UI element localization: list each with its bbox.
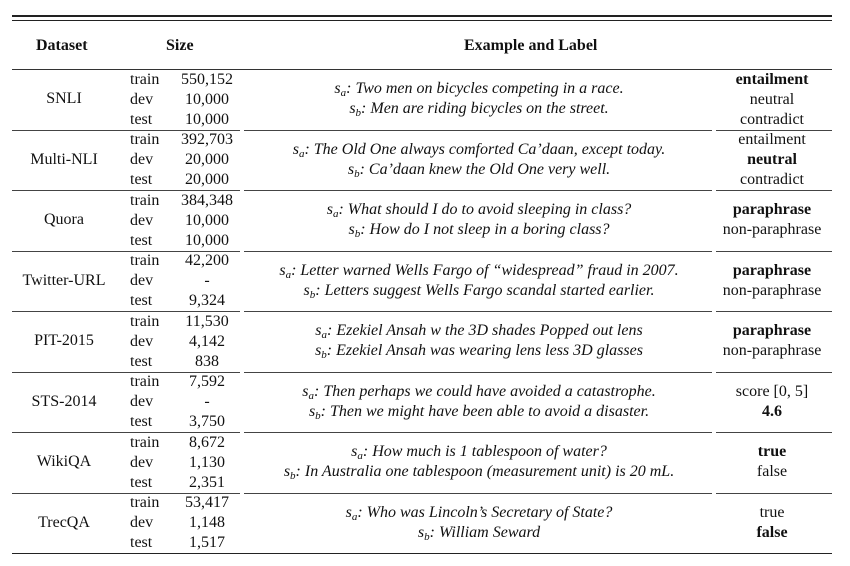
split-size: 838 xyxy=(195,352,219,370)
split-size: 10,000 xyxy=(185,110,229,128)
split-name: dev xyxy=(130,272,154,289)
dataset-name: Multi-NLI xyxy=(30,150,98,168)
split-name: dev xyxy=(130,393,154,410)
sentence-a: $s_a$: Then perhaps we could have avoided a catastrophe. xyxy=(302,382,656,402)
split-name: train xyxy=(130,70,160,88)
sentence-a: $s_a$: What should I do to avoid sleeping in class? xyxy=(326,201,632,221)
dataset-name: STS-2014 xyxy=(31,392,97,410)
sentence-b: $s_b$: William Seward xyxy=(417,523,541,543)
split-size: 10,000 xyxy=(185,211,229,229)
sentence-b: $s_b$: Then we might have been able to avoid a disaster. xyxy=(308,402,650,422)
dataset-name: Quora xyxy=(44,211,84,229)
label: non-paraphrase xyxy=(722,281,822,299)
split-name: dev xyxy=(130,90,154,108)
split-name: test xyxy=(130,413,153,430)
split-name: test xyxy=(130,534,153,551)
label: contradict xyxy=(740,171,804,188)
split-name: test xyxy=(130,473,153,491)
row-separator xyxy=(244,493,712,494)
dataset-name: Twitter-URL xyxy=(22,271,106,289)
dataset-name: WikiQA xyxy=(36,453,92,471)
split-size: 2,351 xyxy=(189,473,225,491)
row-separator xyxy=(716,432,832,433)
split-size: 8,672 xyxy=(189,433,225,451)
top-rule-2 xyxy=(12,20,832,21)
label: false xyxy=(756,463,788,481)
sentence-b: $s_b$: In Australia one tablespoon (measurement unit) is 20 mL. xyxy=(283,463,675,483)
row-separator xyxy=(244,190,712,191)
split-size: 20,000 xyxy=(185,151,229,168)
split-name: dev xyxy=(130,211,154,229)
split-name: test xyxy=(130,292,153,309)
label: score [0, 5] xyxy=(735,382,809,400)
header-size: Size xyxy=(166,37,194,54)
split-name: train xyxy=(130,433,160,451)
label: true xyxy=(759,503,785,521)
split-size: 1,517 xyxy=(189,534,225,551)
label: contradict xyxy=(740,110,804,128)
row-separator xyxy=(716,311,832,312)
split-size: 9,324 xyxy=(189,292,225,309)
label: true xyxy=(757,443,787,461)
label: non-paraphrase xyxy=(722,221,822,239)
row-separator xyxy=(12,190,128,191)
split-name: train xyxy=(130,312,160,330)
split-size: 11,530 xyxy=(185,312,229,330)
split-name: dev xyxy=(130,332,154,350)
split-name: train xyxy=(130,252,160,269)
split-name: train xyxy=(130,131,160,148)
split-size: 7,592 xyxy=(189,373,225,390)
split-size: 10,000 xyxy=(185,90,229,108)
split-size: 3,750 xyxy=(189,413,225,430)
top-rule xyxy=(12,15,832,17)
sentence-a: $s_a$: The Old One always comforted Ca’daan, except today. xyxy=(292,140,666,160)
split-size: 1,148 xyxy=(189,514,225,531)
sentence-b: $s_b$: Ezekiel Ansah was wearing lens less 3D glasses xyxy=(315,342,643,362)
row-separator xyxy=(244,432,712,433)
label: paraphrase xyxy=(732,201,812,219)
row-separator xyxy=(12,372,128,373)
dataset-name: TrecQA xyxy=(38,513,90,531)
row-separator xyxy=(244,130,712,131)
row-separator xyxy=(244,372,712,373)
split-name: dev xyxy=(130,151,154,168)
split-size: 550,152 xyxy=(181,70,233,88)
split-size: 42,200 xyxy=(185,252,229,269)
row-separator xyxy=(716,372,832,373)
label: paraphrase xyxy=(732,322,812,340)
label: entailment xyxy=(735,70,809,88)
split-size: 53,417 xyxy=(185,494,229,511)
split-name: test xyxy=(130,171,153,188)
header-dataset: Dataset xyxy=(36,37,88,54)
row-separator xyxy=(12,251,128,252)
label: paraphrase xyxy=(732,261,812,279)
label: non-paraphrase xyxy=(722,342,822,360)
sentence-b: $s_b$: How do I not sleep in a boring class? xyxy=(348,221,610,241)
sentence-a: $s_a$: Ezekiel Ansah w the 3D shades Popped out lens xyxy=(315,322,643,342)
row-separator xyxy=(716,493,832,494)
split-size: 4,142 xyxy=(189,332,225,350)
split-size: - xyxy=(204,272,210,289)
split-name: dev xyxy=(130,514,154,531)
sentence-a: $s_a$: How much is 1 tablespoon of water? xyxy=(351,443,607,463)
sentence-b: $s_b$: Men are riding bicycles on the street. xyxy=(349,100,609,120)
dataset-name: PIT-2015 xyxy=(34,332,94,350)
label: neutral xyxy=(749,90,795,108)
dataset-name: SNLI xyxy=(46,90,82,108)
row-separator xyxy=(244,311,712,312)
sentence-b: $s_b$: Letters suggest Wells Fargo scandal started earlier. xyxy=(303,281,655,301)
split-name: test xyxy=(130,352,153,370)
split-size: 20,000 xyxy=(185,171,229,188)
row-separator xyxy=(12,432,128,433)
split-size: 1,130 xyxy=(189,453,225,471)
row-separator xyxy=(716,251,832,252)
split-name: dev xyxy=(130,453,154,471)
sentence-b: $s_b$: Ca’daan knew the Old One very well. xyxy=(347,160,611,180)
bottom-rule xyxy=(12,553,832,554)
row-separator xyxy=(244,251,712,252)
row-separator xyxy=(12,130,128,131)
split-size: 10,000 xyxy=(185,231,229,249)
split-name: test xyxy=(130,110,153,128)
split-size: 392,703 xyxy=(181,131,233,148)
sentence-a: $s_a$: Letter warned Wells Fargo of “widespread” fraud in 2007. xyxy=(279,261,679,281)
header-example: Example and Label xyxy=(464,37,598,54)
label: false xyxy=(756,523,788,541)
label: neutral xyxy=(747,151,797,168)
label: entailment xyxy=(738,131,806,148)
sentence-a: $s_a$: Who was Lincoln’s Secretary of State? xyxy=(345,503,613,523)
split-size: 384,348 xyxy=(181,191,233,209)
row-separator xyxy=(12,311,128,312)
sentence-a: $s_a$: Two men on bicycles competing in a race. xyxy=(334,80,624,100)
row-separator xyxy=(716,190,832,191)
split-name: train xyxy=(130,373,160,390)
split-name: train xyxy=(130,494,160,511)
split-size: - xyxy=(204,393,210,410)
split-name: train xyxy=(130,191,160,209)
label: 4.6 xyxy=(762,402,782,420)
split-name: test xyxy=(130,231,153,249)
row-separator xyxy=(12,493,128,494)
